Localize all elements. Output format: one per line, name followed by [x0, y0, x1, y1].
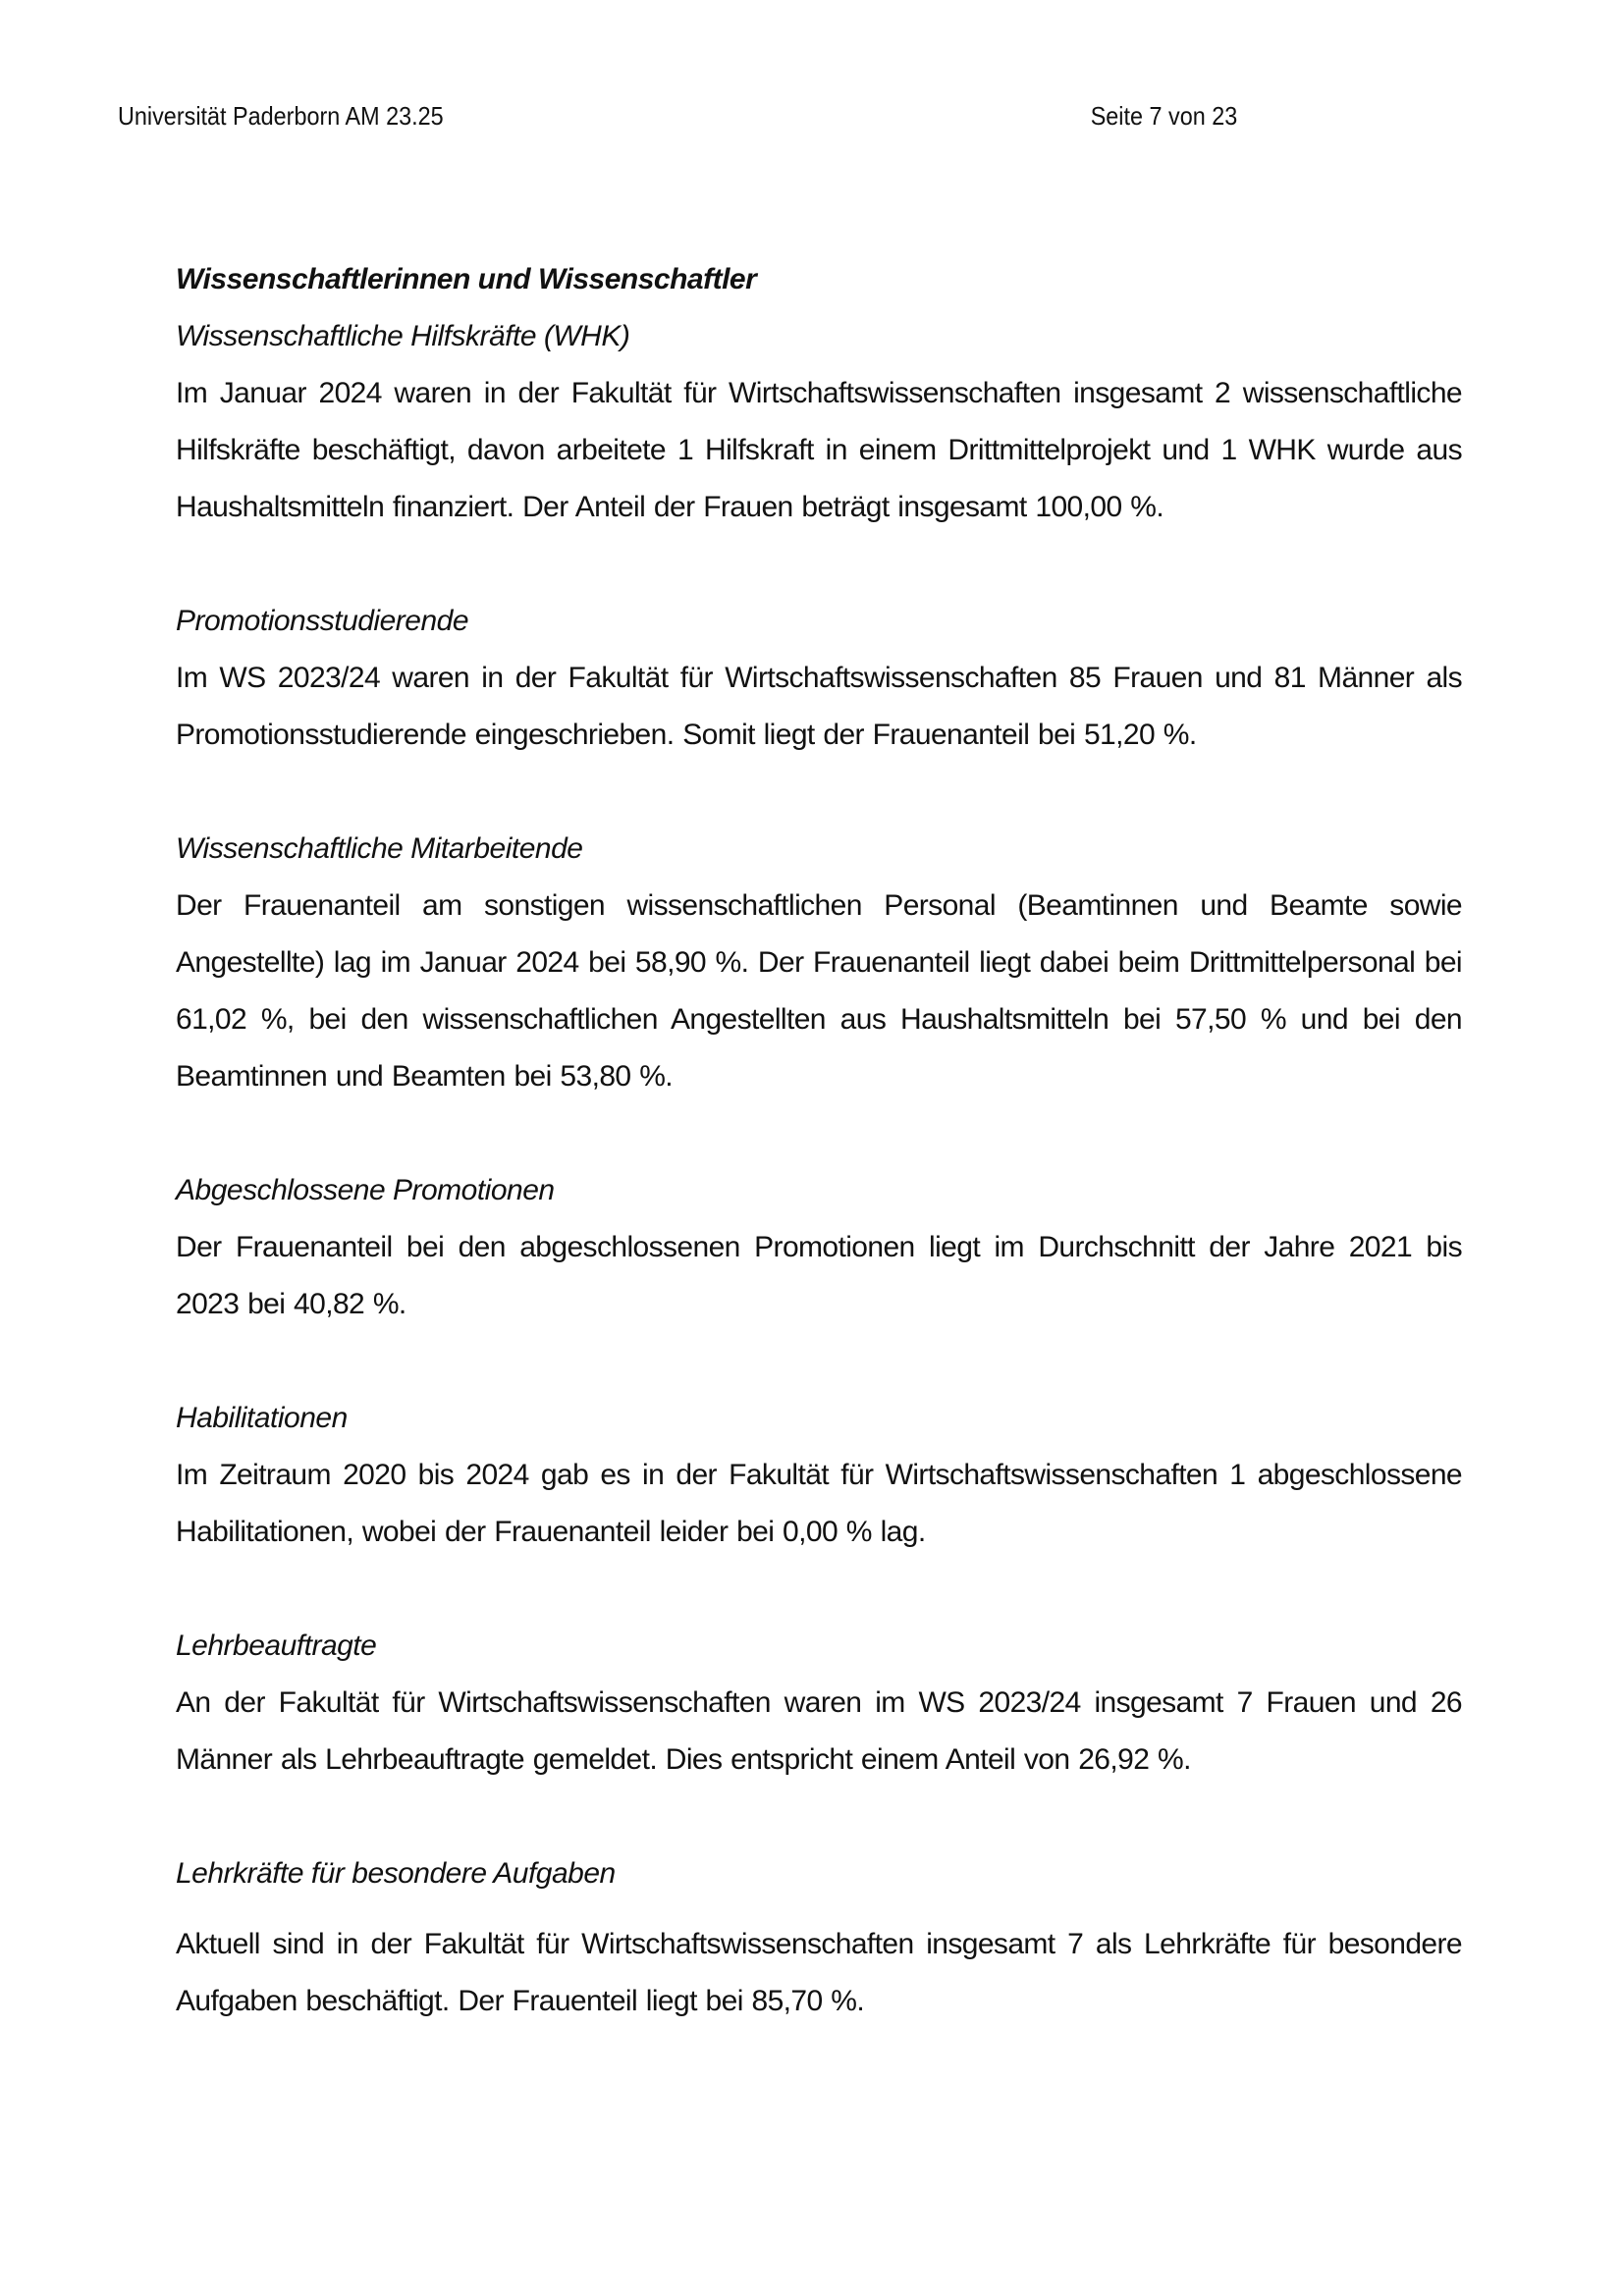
section-paragraph: An der Fakultät für Wirtschaftswissenschaften waren im WS 2023/24 insgesamt 7 Frauen und 26 Männer als Lehrbeauftragte gemeldet. Dies entspricht einem Anteil von 26,92 %. [176, 1686, 1462, 1776]
section-heading: Lehrkräfte für besondere Aufgaben [176, 1857, 616, 1890]
header-document-reference: Universität Paderborn AM 23.25 [118, 101, 444, 131]
document-body [176, 251, 1462, 2087]
section-heading: Lehrbeauftragte [176, 1629, 377, 1662]
section-heading: Promotionsstudierende [176, 605, 469, 637]
section-heading: Habilitationen [176, 1402, 348, 1434]
section-whk [176, 308, 1462, 536]
header-page-number: Seite 7 von 23 [1090, 101, 1238, 131]
section-heading: Wissenschaftliche Hilfskräfte (WHK) [176, 320, 630, 352]
section-paragraph: Aktuell sind in der Fakultät für Wirtschaftswissenschaften insgesamt 7 als Lehrkräfte für besondere Aufgaben beschäftigt. Der Frauenteil liegt bei 85,70 %. [176, 1928, 1462, 2017]
section-title: Wissenschaftlerinnen und Wissenschaftler [176, 263, 757, 295]
section-promotionen [176, 1162, 1462, 1333]
section-heading: Wissenschaftliche Mitarbeitende [176, 832, 583, 865]
section-heading: Abgeschlossene Promotionen [176, 1174, 555, 1206]
section-paragraph: Im Januar 2024 waren in der Fakultät für Wirtschaftswissenschaften insgesamt 2 wissenschaftliche Hilfskräfte beschäftigt, davon arbeitete 1 Hilfskraft in einem Drittmittelprojekt und 1 WHK wurde aus Haushaltsmitteln finanziert. Der Anteil der Frauen beträgt insgesamt 100,00 %. [176, 377, 1462, 523]
section-paragraph: Der Frauenanteil bei den abgeschlossenen Promotionen liegt im Durchschnitt der Jahre 2021 bis 2023 bei 40,82 %. [176, 1231, 1462, 1320]
section-promotionsstudierende [176, 593, 1462, 764]
section-paragraph: Der Frauenanteil am sonstigen wissenschaftlichen Personal (Beamtinnen und Beamte sowie Angestellte) lag im Januar 2024 bei 58,90 %. Der Frauenanteil liegt dabei beim Drittmittelpersonal bei 61,02 %, bei den wissenschaftlichen Angestellten aus Haushaltsmitteln bei 57,50 % und bei den Beamtinnen und Beamten bei 53,80 %. [176, 889, 1462, 1093]
page-header [118, 98, 1237, 133]
section-paragraph: Im WS 2023/24 waren in der Fakultät für Wirtschaftswissenschaften 85 Frauen und 81 Männer als Promotionsstudierende eingeschrieben. Somit liegt der Frauenanteil bei 51,20 %. [176, 662, 1462, 751]
section-habilitationen [176, 1390, 1462, 1561]
section-paragraph: Im Zeitraum 2020 bis 2024 gab es in der Fakultät für Wirtschaftswissenschaften 1 abgeschlossene Habilitationen, wobei der Frauenanteil leider bei 0,00 % lag. [176, 1459, 1462, 1548]
section-mitarbeitende [176, 821, 1462, 1105]
section-lehrkraefte [176, 1845, 1462, 2030]
section-lehrbeauftragte [176, 1618, 1462, 1789]
